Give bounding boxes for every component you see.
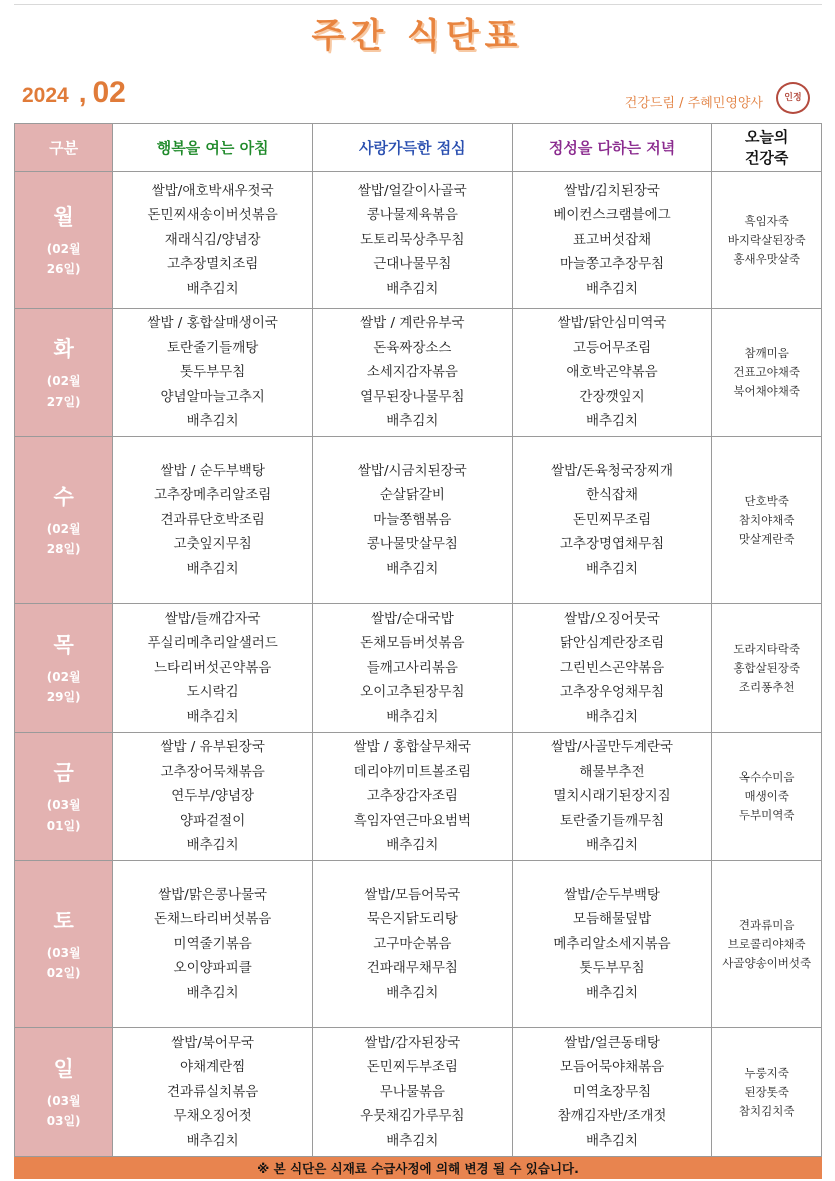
juk-item: 바지락살된장죽 [727,232,806,247]
menu-item: 표고버섯잡채 [572,231,652,248]
juk-item: 홍합살된장죽 [733,660,801,675]
menu-item: 양념알마늘고추지 [160,388,265,405]
header-gubun: 구분 [15,124,113,172]
header-juk-line2: 건강죽 [744,148,789,167]
day-date: 28일) [46,542,81,556]
day-date: 26일) [46,262,81,276]
juk-item: 옥수수미음 [738,770,795,784]
menu-item: 쌀밥 / 유부된장국 [160,739,265,756]
menu-item: 도시락김 [186,684,239,701]
menu-item: 데리야끼미트볼조림 [353,763,472,780]
menu-item: 근대나물무침 [373,256,452,273]
menu-item: 쌀밥/북어무국 [171,1034,255,1051]
menu-item: 배추김치 [585,837,639,854]
menu-item: 쌀밥/사골만두계란국 [551,739,673,756]
menu-item: 쌀밥/순두부백탕 [564,886,660,903]
footer-notice: ※ 본 식단은 식재료 수급사정에 의해 변경 될 수 있습니다. [14,1157,822,1179]
menu-item: 배추김치 [585,413,639,430]
juk-item: 조리퐁추천 [738,679,795,694]
menu-item: 배추김치 [585,708,639,725]
menu-item: 쌀밥/얼큰동태탕 [564,1034,660,1051]
menu-item: 배추김치 [585,1132,639,1149]
organization-label: 건강드림 / 주혜민영양사 [624,96,763,111]
day-cell [15,309,113,437]
menu-item: 우뭇채김가루무침 [360,1108,465,1125]
day-date: (03월 [46,945,81,960]
lunch-cell [313,604,513,733]
menu-item: 들깨고사리볶음 [366,659,458,676]
menu-item: 배추김치 [386,413,439,430]
menu-item: 고추장어묵채볶음 [160,763,265,780]
juk-item: 사골양송이버섯죽 [722,955,812,970]
day-date: 02일) [46,966,81,980]
menu-item: 배추김치 [386,1132,439,1149]
juk-item: 된장톳죽 [744,1084,789,1099]
menu-item: 오이양파피클 [173,960,252,977]
menu-item: 돈민찌새송이버섯볶음 [147,207,278,224]
dinner-cell [512,733,712,861]
dinner-cell [512,1028,712,1157]
menu-item: 쌀밥/애호박새우젓국 [151,182,274,199]
lunch-cell [313,1028,513,1157]
menu-item: 배추김치 [186,1132,239,1149]
juk-cell [712,309,822,437]
dinner-cell [512,604,712,733]
menu-item: 멸치시래기된장지짐 [553,788,671,805]
menu-date [22,76,126,110]
dinner-cell [512,861,712,1028]
menu-item: 돈민찌두부조림 [366,1059,458,1076]
menu-item: 닭안심계란장조림 [559,635,665,652]
day-name: 목 [53,632,74,657]
menu-item: 톳두부무침 [180,364,246,381]
menu-item: 배추김치 [386,560,439,577]
breakfast-cell [113,733,313,861]
menu-item: 고춧잎지무침 [173,536,252,553]
menu-item: 순살닭갈비 [379,487,445,504]
day-row [15,861,822,1028]
menu-item: 쌀밥/들깨감자국 [164,610,261,627]
day-date: 29일) [46,690,81,704]
menu-item: 고추장감자조림 [366,788,458,805]
menu-item: 배추김치 [386,708,439,725]
juk-item: 두부미역죽 [738,808,795,822]
menu-item: 쌀밥/김치된장국 [564,182,660,199]
menu-item: 베이컨스크램블에그 [553,207,671,224]
menu-item: 배추김치 [386,837,439,854]
menu-item: 한식잡채 [585,487,639,504]
menu-item: 돈채느타리버섯볶음 [153,911,272,928]
day-date: (02월 [46,669,81,684]
menu-item: 쌀밥 / 순두부백탕 [160,462,265,479]
juk-item: 누룽지죽 [744,1065,789,1080]
day-date: (02월 [46,241,81,256]
menu-item: 소세지감자볶음 [366,364,458,381]
dinner-cell [512,309,712,437]
juk-cell [712,604,822,733]
juk-item: 북어채야채죽 [733,384,801,398]
menu-item: 콩나물맛살무침 [366,536,458,553]
menu-item: 배추김치 [186,837,239,854]
menu-item: 돈육짜장소스 [373,339,452,356]
day-date: (02월 [46,521,81,536]
day-row [15,733,822,861]
menu-item: 느타리버섯곤약볶음 [153,659,272,676]
menu-item: 모듬어묵야채볶음 [559,1059,665,1076]
menu-item: 배추김치 [585,560,639,577]
menu-item: 고추장명엽채무침 [559,536,665,553]
header-juk-line1: 오늘의 [744,128,789,147]
juk-cell [712,172,822,309]
menu-item: 쌀밥/모듬어묵국 [364,886,461,903]
breakfast-cell [113,172,313,309]
menu-item: 참깨김자반/조개젓 [557,1108,667,1125]
menu-item: 간장깻잎지 [579,388,645,405]
header-juk [712,124,822,172]
juk-cell [712,437,822,604]
juk-cell [712,861,822,1028]
menu-item: 쌀밥/시금치된장국 [357,462,467,479]
seal-stamp-icon [776,82,810,114]
menu-item: 고추장우엉채무침 [559,684,665,701]
day-date: (02월 [46,374,81,389]
menu-item: 고추장멸치조림 [167,256,259,273]
juk-item: 매생이죽 [744,789,789,803]
menu-item: 해물부추전 [579,763,645,780]
dinner-cell [512,172,712,309]
menu-item: 오이고추된장무침 [360,684,465,701]
day-row [15,1028,822,1157]
menu-item: 배추김치 [386,280,439,297]
menu-item: 미역초장무침 [572,1083,652,1100]
menu-item: 배추김치 [386,984,439,1001]
breakfast-cell [113,437,313,604]
breakfast-cell [113,1028,313,1157]
menu-item: 쌀밥 / 홍합살무채국 [353,739,472,756]
menu-item: 쌀밥/순대국밥 [370,610,454,627]
date-month: 02 [92,76,126,109]
menu-item: 쌀밥/얼갈이사골국 [357,182,467,199]
day-cell [15,437,113,604]
juk-item: 참깨미음 [744,346,789,360]
menu-item: 야채계란찜 [180,1059,246,1076]
menu-item: 쌀밥/맑은콩나물국 [158,886,268,903]
menu-item: 양파겉절이 [180,812,246,829]
juk-item: 홍새우맛살죽 [733,251,801,266]
day-name: 토 [53,908,74,933]
lunch-cell [313,172,513,309]
header-row [15,124,822,172]
day-row [15,604,822,733]
menu-item: 배추김치 [585,280,639,297]
menu-item: 쌀밥/돈육청국장찌개 [551,462,673,479]
menu-item: 고구마순볶음 [373,935,452,952]
page-title: 주간 식단표 [311,16,524,56]
juk-item: 맛살계란죽 [738,531,795,546]
header-lunch: 사랑가득한 점심 [313,124,513,172]
lunch-cell [313,309,513,437]
menu-item: 쌀밥/오징어뭇국 [564,610,660,627]
menu-item: 토란줄기들깨탕 [167,339,259,356]
juk-item: 참치야채죽 [738,512,795,527]
juk-item: 도라지타락죽 [733,641,801,656]
menu-item: 흑임자연근마요범벅 [353,812,472,829]
lunch-cell [313,437,513,604]
day-date: (03월 [46,798,81,813]
menu-item: 쌀밥 / 계란유부국 [360,315,465,332]
juk-item: 단호박죽 [744,493,789,508]
lunch-cell [313,733,513,861]
menu-item: 쌀밥/닭안심미역국 [557,315,667,332]
day-name: 수 [53,484,74,509]
juk-item: 참치김치죽 [738,1103,795,1118]
menu-item: 고추장메추리알조림 [153,487,272,504]
menu-item: 메추리알소세지볶음 [553,935,671,952]
menu-item: 쌀밥/감자된장국 [364,1034,461,1051]
dinner-cell [512,437,712,604]
menu-item: 도토리묵상추무침 [360,231,465,248]
day-cell [15,1028,113,1157]
lunch-cell [313,861,513,1028]
menu-item: 돈민찌무조림 [572,511,652,528]
day-name: 금 [53,761,74,786]
menu-item: 연두부/양념장 [171,788,255,805]
menu-item: 무나물볶음 [379,1083,445,1100]
menu-item: 배추김치 [186,560,239,577]
juk-item: 건표고야채죽 [733,365,801,379]
juk-item: 브로콜리야채죽 [727,936,806,951]
day-cell [15,604,113,733]
day-date: 03일) [46,1114,81,1128]
menu-item: 푸실리메추리알샐러드 [147,635,278,652]
menu-item: 건파래무채무침 [366,960,458,977]
day-cell [15,733,113,861]
breakfast-cell [113,309,313,437]
menu-item: 열무된장나물무침 [360,388,465,405]
menu-item: 그린빈스곤약볶음 [559,659,665,676]
menu-item: 배추김치 [186,280,239,297]
day-row [15,309,822,437]
day-row [15,172,822,309]
day-name: 월 [53,204,74,229]
menu-item: 쌀밥 / 홍합살매생이국 [147,315,278,332]
day-cell [15,861,113,1028]
menu-item: 배추김치 [585,984,639,1001]
day-cell [15,172,113,309]
menu-item: 돈채모듬버섯볶음 [360,635,465,652]
menu-item: 모듬해물덮밥 [572,911,652,928]
menu-item: 배추김치 [186,708,239,725]
menu-item: 마늘쫑고추장무침 [559,256,665,273]
juk-cell [712,733,822,861]
day-date: (03월 [46,1093,81,1108]
menu-item: 고등어무조림 [572,339,652,356]
menu-item: 재래식김/양념장 [164,231,261,248]
day-name: 화 [53,337,74,362]
header-dinner: 정성을 다하는 저녁 [512,124,712,172]
top-rule [14,4,822,5]
seal-text: 인정 [784,92,802,103]
juk-cell [712,1028,822,1157]
menu-item: 무채오징어젓 [173,1108,252,1125]
day-row [15,437,822,604]
menu-item: 토란줄기들깨무침 [559,812,665,829]
juk-item: 흑임자죽 [744,213,789,228]
menu-item: 배추김치 [186,413,239,430]
juk-item: 견과류미음 [738,917,795,932]
menu-item: 톳두부무침 [579,960,645,977]
menu-item: 콩나물제육볶음 [366,207,458,224]
menu-item: 마늘쫑햄볶음 [373,511,452,528]
breakfast-cell [113,861,313,1028]
menu-item: 미역줄기볶음 [173,935,252,952]
breakfast-cell [113,604,313,733]
day-name: 일 [53,1056,74,1081]
menu-item: 애호박곤약볶음 [566,364,658,381]
date-year: 2024 [22,84,69,107]
menu-item: 배추김치 [186,984,239,1001]
header-breakfast: 행복을 여는 아침 [113,124,313,172]
menu-item: 묵은지닭도리탕 [366,911,458,928]
menu-item: 견과류실치볶음 [167,1083,259,1100]
date-separator: , [78,77,87,108]
day-date: 01일) [46,818,81,833]
day-date: 27일) [46,394,81,409]
weekly-menu-table [14,123,822,1157]
menu-item: 견과류단호박조림 [160,511,265,528]
